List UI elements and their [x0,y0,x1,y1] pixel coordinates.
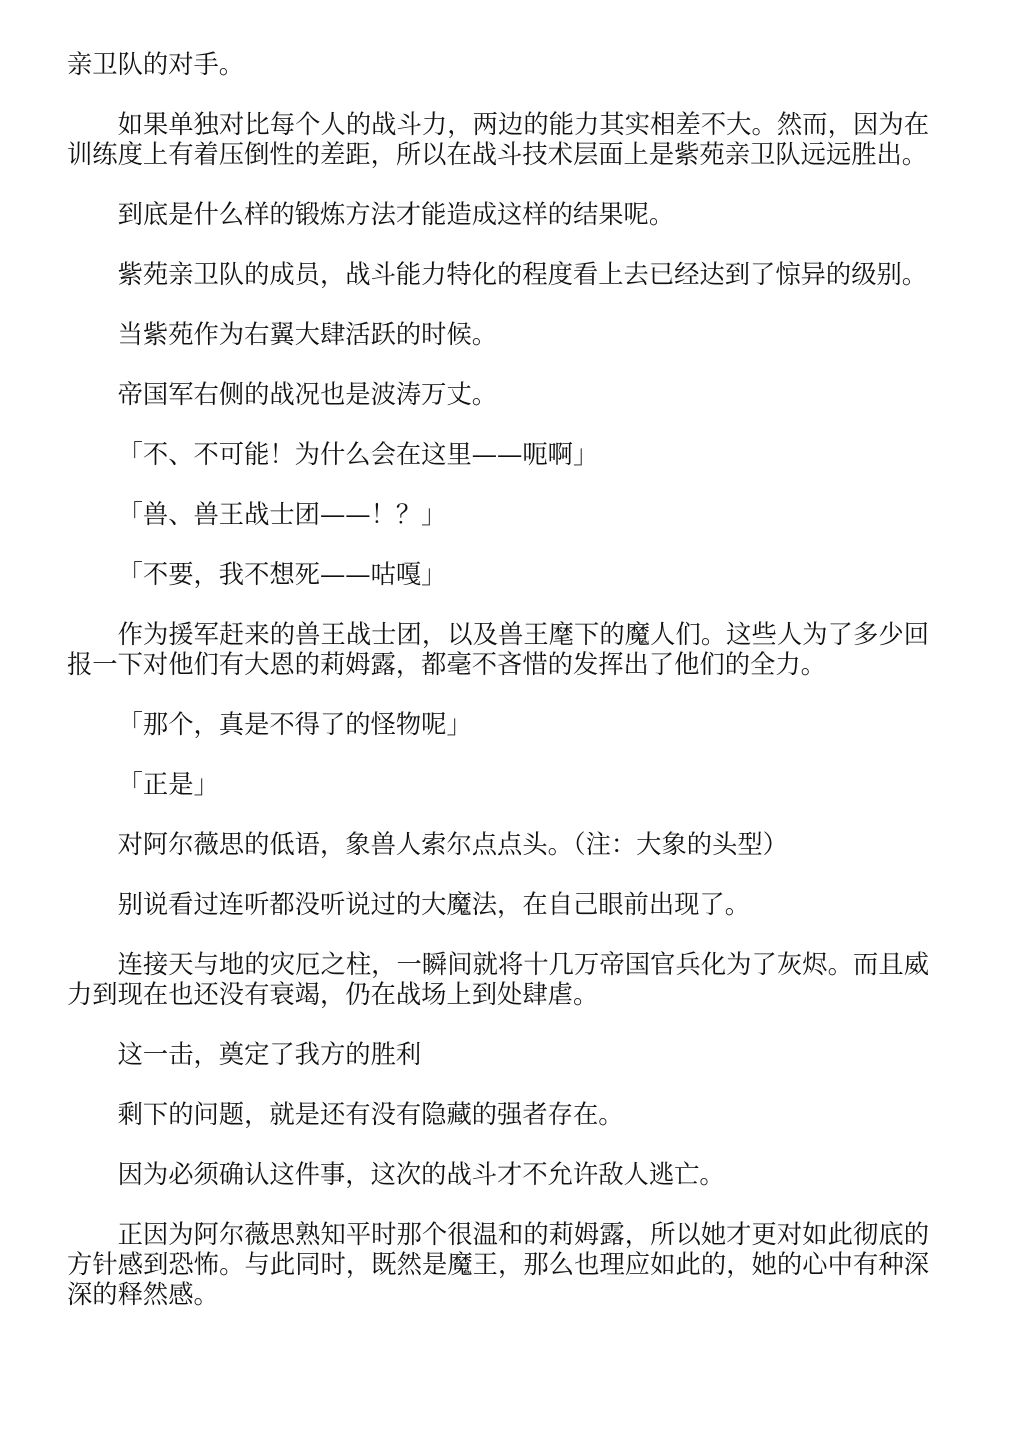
paragraph: 这一击，奠定了我方的胜利 [117,1040,422,1069]
dialogue-line: 「不要，我不想死——咕嘎」 [117,560,447,589]
dialogue-line: 「不、不可能！为什么会在这里——呃啊」 [117,440,599,469]
paragraph: 如果单独对比每个人的战斗力，两边的能力其实相差不大。然而，因为在训练度上有着压倒性的差距，所以在战斗技术层面上是紫苑亲卫队远远胜出。 [67,110,929,169]
paragraph: 别说看过连听都没听说过的大魔法，在自己眼前出现了。 [117,890,751,919]
dialogue-line: 「兽、兽王战士团——！？」 [117,500,447,529]
paragraph: 当紫苑作为右翼大肆活跃的时候。 [117,320,498,349]
paragraph: 因为必须确认这件事，这次的战斗才不允许敌人逃亡。 [117,1160,725,1189]
paragraph: 亲卫队的对手。 [67,50,245,79]
dialogue-line: 「正是」 [117,770,219,799]
paragraph: 紫苑亲卫队的成员，战斗能力特化的程度看上去已经达到了惊异的级别。 [117,260,928,289]
paragraph: 剩下的问题，就是还有没有隐藏的强者存在。 [117,1100,624,1129]
paragraph: 正因为阿尔薇思熟知平时那个很温和的莉姆露，所以她才更对如此彻底的方针感到恐怖。与此同时，既然是魔王，那么也理应如此的，她的心中有种深深的释然感。 [67,1220,929,1309]
dialogue-line: 「那个，真是不得了的怪物呢」 [117,710,472,739]
document-page [67,50,929,1340]
paragraph: 对阿尔薇思的低语，象兽人索尔点点头。（注：大象的头型） [117,830,788,859]
paragraph: 作为援军赶来的兽王战士团，以及兽王麾下的魔人们。这些人为了多少回报一下对他们有大恩的莉姆露，都毫不吝惜的发挥出了他们的全力。 [67,620,929,679]
paragraph: 帝国军右侧的战况也是波涛万丈。 [117,380,498,409]
paragraph: 连接天与地的灾厄之柱，一瞬间就将十几万帝国官兵化为了灰烬。而且威力到现在也还没有衰竭，仍在战场上到处肆虐。 [67,950,929,1009]
paragraph: 到底是什么样的锻炼方法才能造成这样的结果呢。 [117,200,675,229]
